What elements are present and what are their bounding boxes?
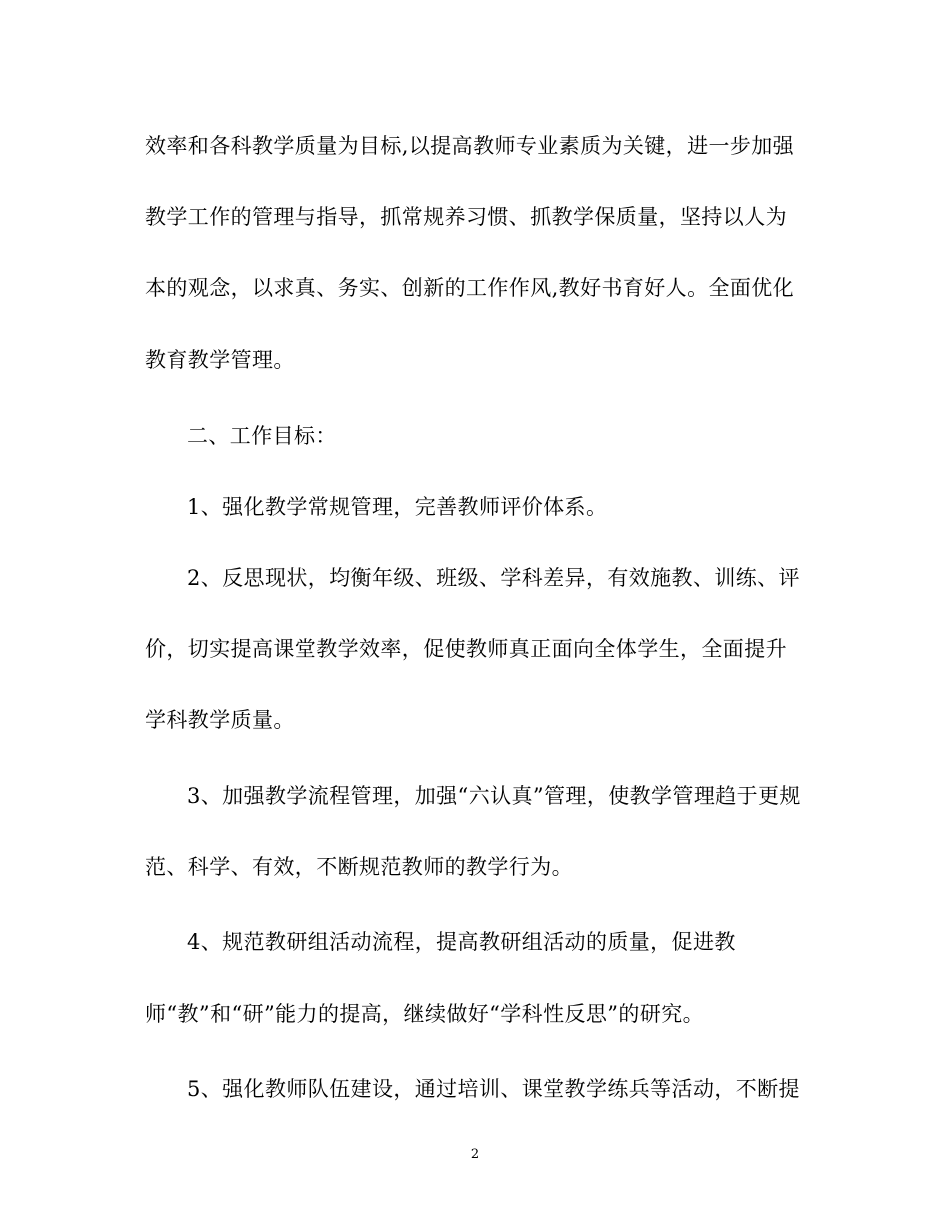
list-item: 1、强化教学常规管理，完善教师评价体系。	[187, 495, 608, 519]
list-item: 4、规范教研组活动流程，提高教研组活动的质量，促进教	[187, 930, 736, 954]
text-line: 学科教学质量。	[145, 708, 295, 732]
section-heading: 二、工作目标：	[187, 424, 337, 448]
text-line: 教育教学管理。	[145, 348, 295, 372]
text-line: 范、科学、有效，不断规范教师的教学行为。	[145, 855, 573, 879]
page-number: 2	[470, 1147, 480, 1162]
list-item: 5、强化教师队伍建设，通过培训、课堂教学练兵等活动，不断提	[187, 1077, 800, 1101]
text-line: 价，切实提高课堂教学效率，促使教师真正面向全体学生，全面提升	[145, 637, 787, 661]
text-line: 效率和各科教学质量为目标,以提高教师专业素质为关键，进一步加强	[145, 134, 795, 158]
text-line: 本的观念，以求真、务实、创新的工作作风,教好书育好人。全面优化	[145, 276, 795, 300]
list-item: 2、反思现状，均衡年级、班级、学科差异，有效施教、训练、评	[187, 566, 800, 590]
text-line: 师“教”和“研”能力的提高，继续做好“学科性反思”的研究。	[145, 1002, 705, 1026]
text-line: 教学工作的管理与指导，抓常规养习惯、抓教学保质量，坚持以人为	[145, 205, 787, 229]
list-item: 3、加强教学流程管理，加强“六认真”管理，使教学管理趋于更规	[187, 784, 801, 808]
